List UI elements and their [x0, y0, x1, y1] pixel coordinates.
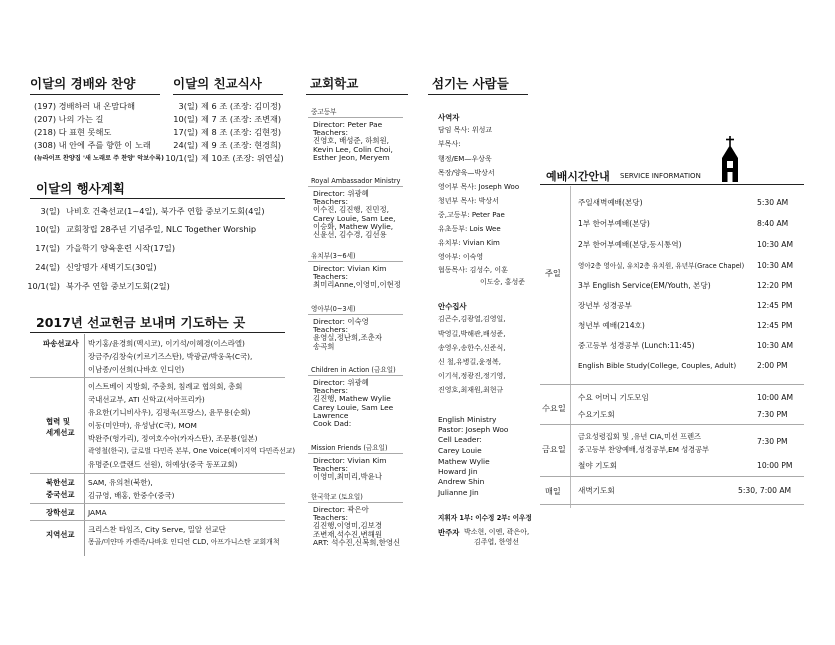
school-group-body: Director: Vivian Kim Teachers: 최미리Anne,이영미,이현정 — [313, 264, 401, 290]
service-time: 12:45 PM — [757, 321, 793, 330]
service-separator — [540, 384, 804, 385]
school-group-body: Director: 위광혜 Teachers: 김진행, Mathew Wylie Carey Louie, Sam Lee Lawrence Cook Dad: — [313, 378, 394, 429]
hymns-title: 이달의 경배와 찬양 — [30, 76, 136, 91]
fellowship-date: 10/1(일) — [165, 153, 198, 163]
english-line: Julianne Jin — [438, 488, 479, 497]
fellowship-group: 제 8 조 (조장: 김현정) — [201, 127, 282, 137]
church-icon — [719, 136, 743, 184]
fellowship-date: 17(일) — [173, 127, 198, 137]
service-time: 5:30, 7:00 AM — [738, 486, 792, 495]
staff-line: 목장/양육—박상서 — [438, 169, 495, 177]
mission-separator — [30, 503, 285, 504]
deacon-line: 박영길,박해관,배성준, — [438, 330, 506, 338]
english-line: Howard Jin — [438, 467, 478, 476]
mission-line: 곽영철(한국), 글로벌 다민족 본부, One Voice(베이지역 다민족선교) — [88, 447, 296, 455]
event-date: 17(일) — [35, 243, 60, 253]
service-rule — [540, 184, 804, 185]
school-separator — [308, 453, 403, 454]
service-name: 3부 English Service(EM/Youth, 본당) — [578, 281, 711, 290]
service-name: 철야 기도회 — [578, 461, 618, 470]
service-time: 5:30 AM — [757, 198, 789, 207]
school-group-name: Royal Ambassador Ministry — [311, 177, 401, 185]
fellowship-title: 이달의 친교식사 — [173, 76, 262, 91]
sunday-label: 주일 — [545, 268, 561, 278]
english-line: Carey Louie — [438, 446, 482, 455]
school-group-name: 유치부(3~6세) — [311, 252, 356, 260]
missions-divider — [84, 334, 85, 556]
fellowship-group: 제 6 조 (조장: 김미정) — [201, 101, 282, 111]
mission-label: 파송선교사 — [43, 339, 79, 348]
fellowship-group: 제 10조 (조장: 위연실) — [201, 153, 284, 163]
event-text: 가을학기 양육훈련 시작(17일) — [66, 243, 176, 253]
accompanist-line: 박소현, 이엔, 곽은아, — [464, 528, 530, 536]
event-text: 신앙명가 새벽기도(30일) — [66, 262, 157, 272]
service-name: English Bible Study(College, Couples, Adult) — [578, 361, 737, 370]
event-date: 3(일) — [40, 206, 60, 216]
friday-label: 금요일 — [542, 444, 566, 454]
deacon-line: 신 철,유병길,윤정복, — [438, 358, 501, 366]
staff-line: 이도승, 홍성준 — [480, 278, 526, 286]
mission-line: 박기홍/윤경희(멕시코), 이기석/이혜경(이스라엘) — [88, 339, 245, 348]
service-name: 수요 어머니 기도모임 — [578, 393, 649, 402]
deacon-line: 진영호,최재원,최현규 — [438, 386, 504, 394]
service-separator — [540, 504, 804, 505]
fellowship-rule — [173, 94, 283, 95]
mission-label: 세계선교 — [46, 428, 75, 437]
school-separator — [308, 502, 403, 503]
school-group-name: 중고등부 — [311, 108, 337, 116]
staff-line: 중,고등부: Peter Pae — [438, 211, 505, 219]
service-name: 청년부 예배(214호) — [578, 321, 645, 330]
school-title: 교회학교 — [310, 76, 359, 91]
service-time: 7:30 PM — [757, 437, 788, 446]
staff-line: 부목사: — [438, 140, 461, 148]
school-separator — [308, 375, 403, 376]
mission-line: 국내선교부, ATI 신학교(서아프리카) — [88, 395, 205, 404]
deacon-line: 송영우,송한수,신준식, — [438, 344, 506, 352]
mission-line: 유명준(오클랜드 선원), 허예상(중국 동포교회) — [88, 460, 238, 469]
mission-line: JAMA — [88, 508, 107, 517]
mission-line: SAM, 유의천(북한), — [88, 478, 153, 487]
service-time: 7:30 PM — [757, 410, 788, 419]
fellowship-date: 24(일) — [173, 140, 198, 150]
staff-line: 청년부 목사: 박상서 — [438, 197, 499, 205]
event-text: 나비호 건축선교(1~4일), 북가주 연합 중보기도회(4일) — [66, 206, 265, 216]
conductor-line: 지휘자 1부: 이수정 2부: 이우정 — [438, 514, 532, 522]
deacon-line: 김곤수,김광열,김영일, — [438, 315, 506, 323]
english-line: Pastor: Joseph Woo — [438, 425, 509, 434]
accompanist-label: 반주자 — [438, 528, 460, 537]
english-title: English Ministry — [438, 415, 497, 424]
event-date: 24(일) — [35, 262, 60, 272]
mission-label: 장학선교 — [46, 508, 75, 517]
missions-title: 2017년 선교헌금 보내며 기도하는 곳 — [36, 315, 246, 330]
service-name: 금요성령집회 및 ,유년 CIA,미션 프렌즈 — [578, 432, 701, 441]
staff-line: 유치부: Vivian Kim — [438, 239, 500, 247]
school-group-name: Children in Action (금요일) — [311, 366, 396, 374]
service-name: 중고등부 성경공부 (Lunch:11:45) — [578, 341, 695, 350]
service-time: 10:30 AM — [757, 261, 794, 270]
english-line: Andrew Shin — [438, 477, 485, 486]
fellowship-date: 3(일) — [178, 101, 198, 111]
school-group-name: 한국학교 (토요일) — [311, 493, 363, 501]
staff-title: 사역자 — [438, 113, 460, 122]
event-date: 10(일) — [35, 224, 60, 234]
mission-line: 장금주/김창숙(키르기즈스탄), 박광균/박웅옥(C국), — [88, 352, 253, 361]
service-time: 12:20 PM — [757, 281, 793, 290]
school-separator — [308, 117, 403, 118]
school-group-body: Director: 위광혜 Teachers: 이수진, 김진행, 진민정, Carey Louie, Sam Lee, 이승화, Mathew Wylie, 신윤선, 김수경, 김선용 — [313, 189, 396, 240]
school-group-body: Director: 곽은아 Teachers: 김진행,이영미,김보경 조변재,석수진,변해원 ART: 석수진,신복희,한영신 — [313, 505, 401, 547]
events-title: 이달의 행사계획 — [36, 181, 125, 196]
event-text: 교회창립 28주년 기념주일, NLC Together Worship — [66, 224, 257, 234]
service-title-en: SERVICE INFORMATION — [620, 172, 701, 180]
staff-line: 행정/EM—우상욱 — [438, 155, 492, 163]
mission-line: 크리스찬 타임즈, City Serve, 밀알 선교단 — [88, 525, 226, 534]
fellowship-date: 10(일) — [173, 114, 198, 124]
school-separator — [308, 186, 403, 187]
deacons-title: 안수집사 — [438, 302, 467, 311]
wednesday-label: 수요일 — [542, 403, 566, 413]
staff-line: 영어부 목사: Joseph Woo — [438, 183, 520, 191]
school-rule — [306, 94, 408, 95]
service-name: 새벽기도회 — [578, 486, 615, 495]
service-time: 10:00 AM — [757, 393, 794, 402]
mission-separator — [30, 520, 285, 521]
events-rule — [30, 198, 285, 199]
mission-line: 이남종/이선희(나바호 인디언) — [88, 365, 185, 374]
mission-line: 몽골/미얀마 카렌족/나바호 인디언 CLD, 아프가니스탄 교회개척 — [88, 538, 280, 546]
accompanist-line: 김주엽, 한영선 — [474, 538, 520, 546]
servants-rule — [428, 94, 528, 95]
service-time: 10:30 AM — [757, 341, 794, 350]
service-time: 2:00 PM — [757, 361, 788, 370]
english-line: Mathew Wylie — [438, 457, 490, 466]
mission-separator — [30, 377, 285, 378]
hymn-item: (308) 내 안에 주를 향한 이 노래 — [34, 140, 151, 150]
mission-line: 유요한(기니비사우), 김평욱(프랑스), 윤무용(순회) — [88, 408, 251, 417]
mission-label: 북한선교 — [46, 478, 75, 487]
service-time: 10:00 PM — [757, 461, 793, 470]
daily-label: 매일 — [545, 486, 561, 496]
service-separator — [540, 476, 804, 477]
service-title: 예배시간안내 — [546, 170, 610, 183]
school-separator — [308, 261, 403, 262]
fellowship-group: 제 9 조 (조장: 현경희) — [201, 140, 282, 150]
hymn-item: (207) 나의 가는 길 — [34, 114, 104, 124]
deacon-line: 이기석,정광진,정기영, — [438, 372, 506, 380]
service-name: 주일새벽예배(본당) — [578, 198, 643, 207]
service-name: 2부 한어부예배(본당,동시통역) — [578, 240, 682, 249]
missions-rule — [30, 332, 285, 333]
school-group-body: Director: Vivian Kim Teachers: 이영미,최미리,박윤나 — [313, 456, 387, 482]
school-group-body: Director: 이숙영 Teachers: 윤영실,정난희,조춘자 송곡희 — [313, 317, 382, 351]
service-name: 중고등부 찬양예배,성경공부,EM 성경공부 — [578, 445, 709, 454]
service-name: 장년부 성경공부 — [578, 301, 632, 310]
staff-line: 담임 목사: 위성교 — [438, 126, 493, 134]
mission-label: 중국선교 — [46, 490, 75, 499]
hymns-rule — [30, 94, 160, 95]
mission-label: 지역선교 — [46, 530, 75, 539]
servants-title: 섬기는 사람들 — [432, 76, 509, 91]
event-text: 북가주 연합 중보기도회(2일) — [66, 281, 170, 291]
mission-label: 협력 및 — [46, 417, 70, 426]
staff-line: 영아부: 이숙영 — [438, 253, 484, 261]
school-group-name: Mission Friends (금요일) — [311, 444, 388, 452]
service-separator — [540, 424, 804, 425]
english-line: Cell Leader: — [438, 435, 482, 444]
service-name: 1부 한어부예배(본당) — [578, 219, 650, 228]
mission-line: 박완주(헝가리), 정여호수아(카자스탄), 조문룡(일본) — [88, 434, 258, 443]
staff-line: 유초등부: Lois Wee — [438, 225, 501, 233]
service-name: 영아2층 영아실, 유치2층 유치원, 유년부(Grace Chapel) — [578, 262, 745, 270]
service-time: 10:30 AM — [757, 240, 794, 249]
mission-line: 이동(미얀마), 유성남(C국), MOM — [88, 421, 197, 430]
school-separator — [308, 314, 403, 315]
staff-line: 협동목사: 김성수, 이훈 — [438, 266, 508, 274]
hymn-item: (218) 다 표현 못해도 — [34, 127, 112, 137]
fellowship-group: 제 7 조 (조장: 조변재) — [201, 114, 282, 124]
school-group-body: Director: Peter Pae Teachers: 진영호, 배성준, 하희원, Kevin Lee, Colin Choi, Esther Jeon, Meryem — [313, 120, 393, 162]
service-time: 12:45 PM — [757, 301, 793, 310]
hymns-note: (뉴라이프 찬양집 '새 노래로 주 찬양' 악보수록) — [34, 155, 164, 162]
service-time: 8:40 AM — [757, 219, 789, 228]
event-date: 10/1(일) — [27, 281, 60, 291]
mission-separator — [30, 473, 285, 474]
service-name: 수요기도회 — [578, 410, 615, 419]
service-divider — [570, 186, 571, 508]
hymn-item: (197) 경배하러 내 온맘다해 — [34, 101, 136, 111]
school-group-name: 영아부(0~3세) — [311, 305, 356, 313]
mission-line: 이스트베이 지방회, 주충희, 침례교 협의회, 총회 — [88, 382, 243, 391]
mission-line: 김규영, 배홍, 한중수(중국) — [88, 491, 175, 500]
